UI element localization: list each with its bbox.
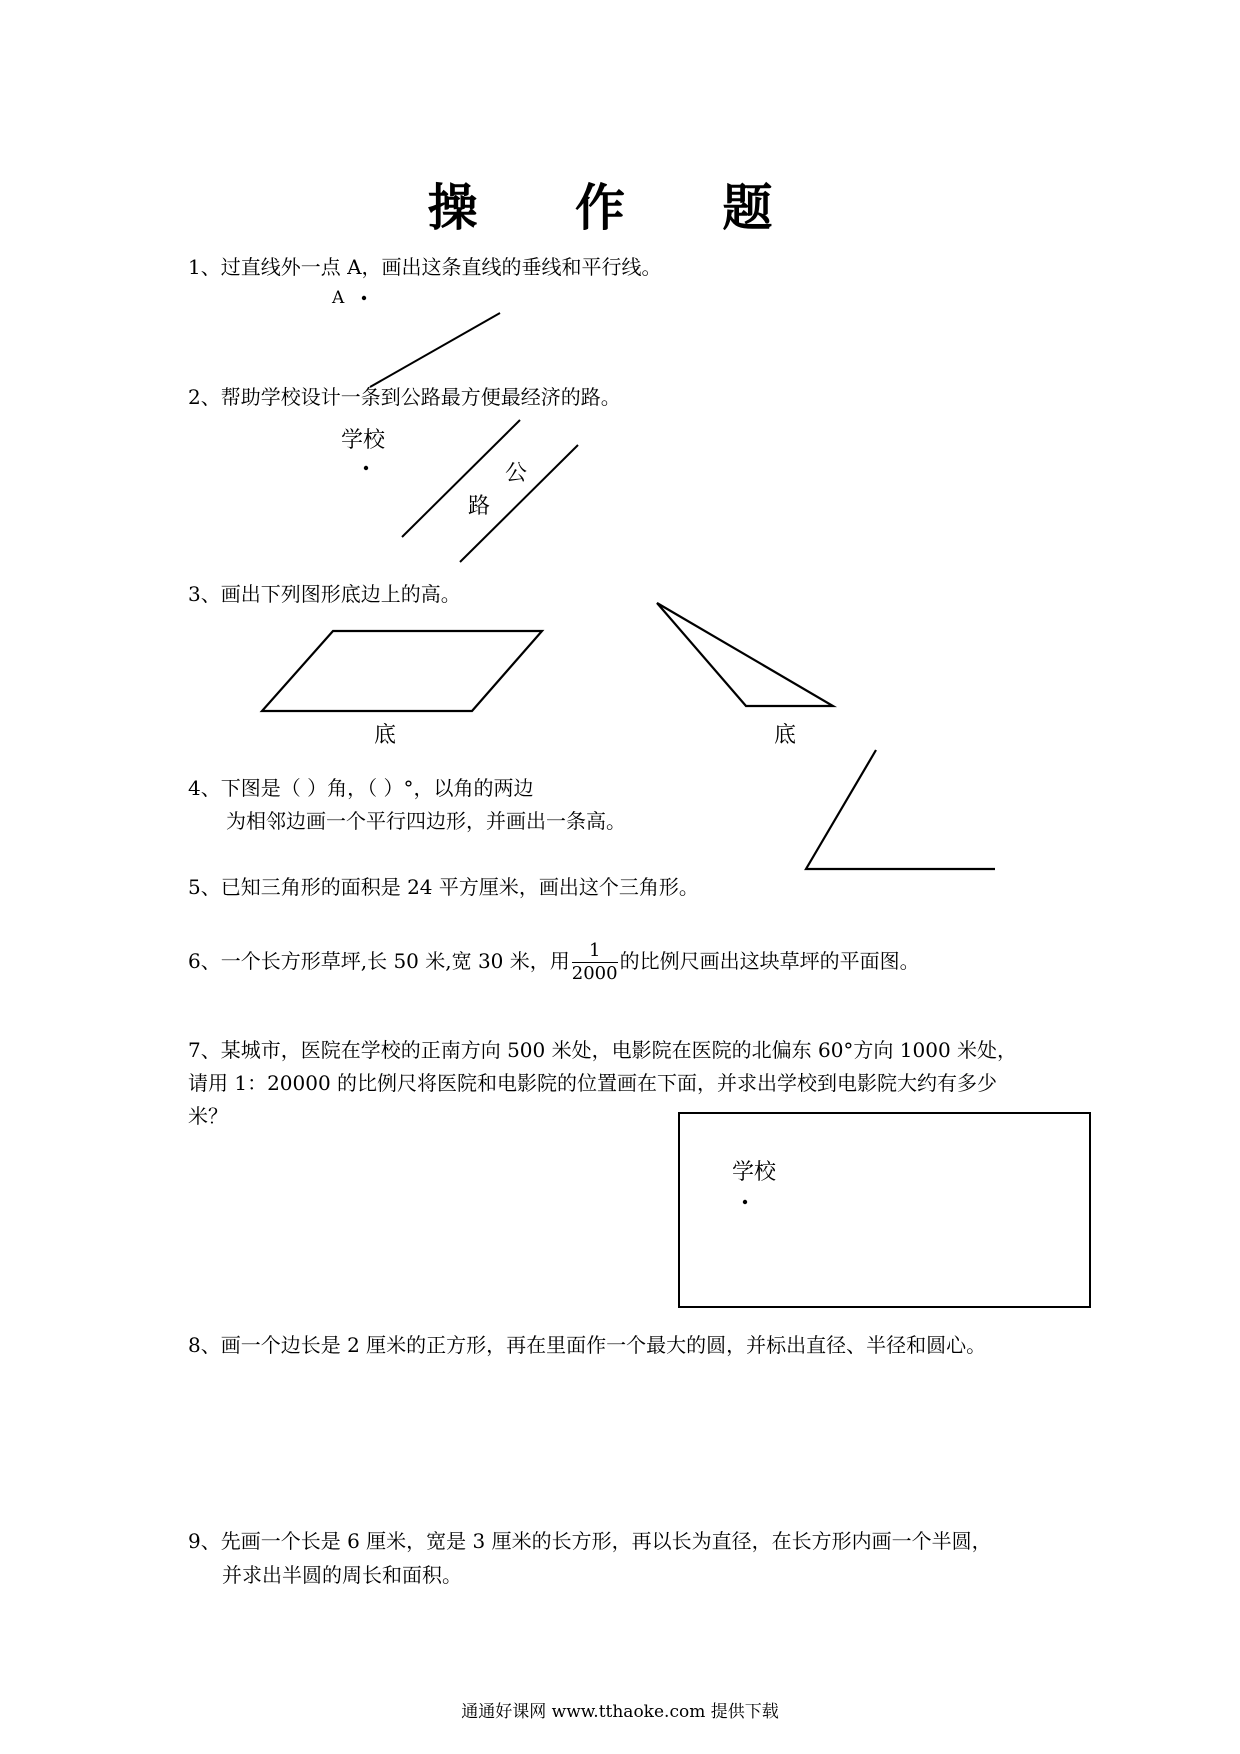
q7-text-line-2: 请用 1：20000 的比例尺将医院和电影院的位置画在下面，并求出学校到电影院大约有多少 [188, 1071, 998, 1095]
q4-text-line-1: 4、下图是（ ）角，（ ）°，以角的两边 [188, 776, 534, 800]
q1-point-a [362, 296, 366, 300]
q6-fraction-denominator: 2000 [571, 963, 618, 984]
q2-school-label: 学校 [341, 428, 386, 453]
q6-text [188, 940, 920, 985]
q4-text-line-2: 为相邻边画一个平行四边形，并画出一条高。 [226, 809, 626, 833]
q6-fraction-numerator: 1 [572, 940, 618, 963]
page-title: 操 作 题 [427, 178, 813, 237]
q6-scale-fraction [572, 940, 618, 985]
q7-map-box [678, 1112, 1091, 1308]
q9-text-line-2: 并求出半圆的周长和面积。 [222, 1563, 462, 1587]
q1-line [370, 313, 500, 387]
q4-angle [806, 750, 995, 869]
q3-base-label-1: 底 [374, 723, 397, 748]
q2-road-char-1: 公 [505, 461, 528, 486]
q8-text: 8、画一个边长是 2 厘米的正方形，再在里面作一个最大的圆，并标出直径、半径和圆心。 [188, 1333, 987, 1357]
q2-school-point [364, 466, 368, 470]
q1-text: 1、过直线外一点 A，画出这条直线的垂线和平行线。 [188, 255, 662, 279]
q6-text-before: 6、一个长方形草坪,长 50 米,宽 30 米，用 [188, 949, 570, 973]
footer-credit: 通通好课网 www.tthaoke.com 提供下载 [461, 1702, 779, 1722]
q3-base-label-2: 底 [774, 723, 797, 748]
q3-text: 3、画出下列图形底边上的高。 [188, 582, 461, 606]
q2-text: 2、帮助学校设计一条到公路最方便最经济的路。 [188, 385, 621, 409]
q3-triangle [657, 603, 833, 706]
q5-text: 5、已知三角形的面积是 24 平方厘米，画出这个三角形。 [188, 875, 699, 899]
q2-road-char-2: 路 [468, 494, 491, 519]
q7-text-line-3: 米？ [188, 1104, 228, 1128]
q1-point-label: A [332, 288, 345, 308]
q7-school-label: 学校 [732, 1160, 777, 1185]
q9-text-line-1: 9、先画一个长是 6 厘米，宽是 3 厘米的长方形，再以长为直径，在长方形内画一个半圆， [188, 1529, 992, 1553]
q6-text-after: 的比例尺画出这块草坪的平面图。 [619, 949, 920, 973]
q3-parallelogram [262, 631, 542, 711]
q7-text-line-1: 7、某城市，医院在学校的正南方向 500 米处，电影院在医院的北偏东 60°方向 1000 米处， [188, 1038, 1018, 1062]
